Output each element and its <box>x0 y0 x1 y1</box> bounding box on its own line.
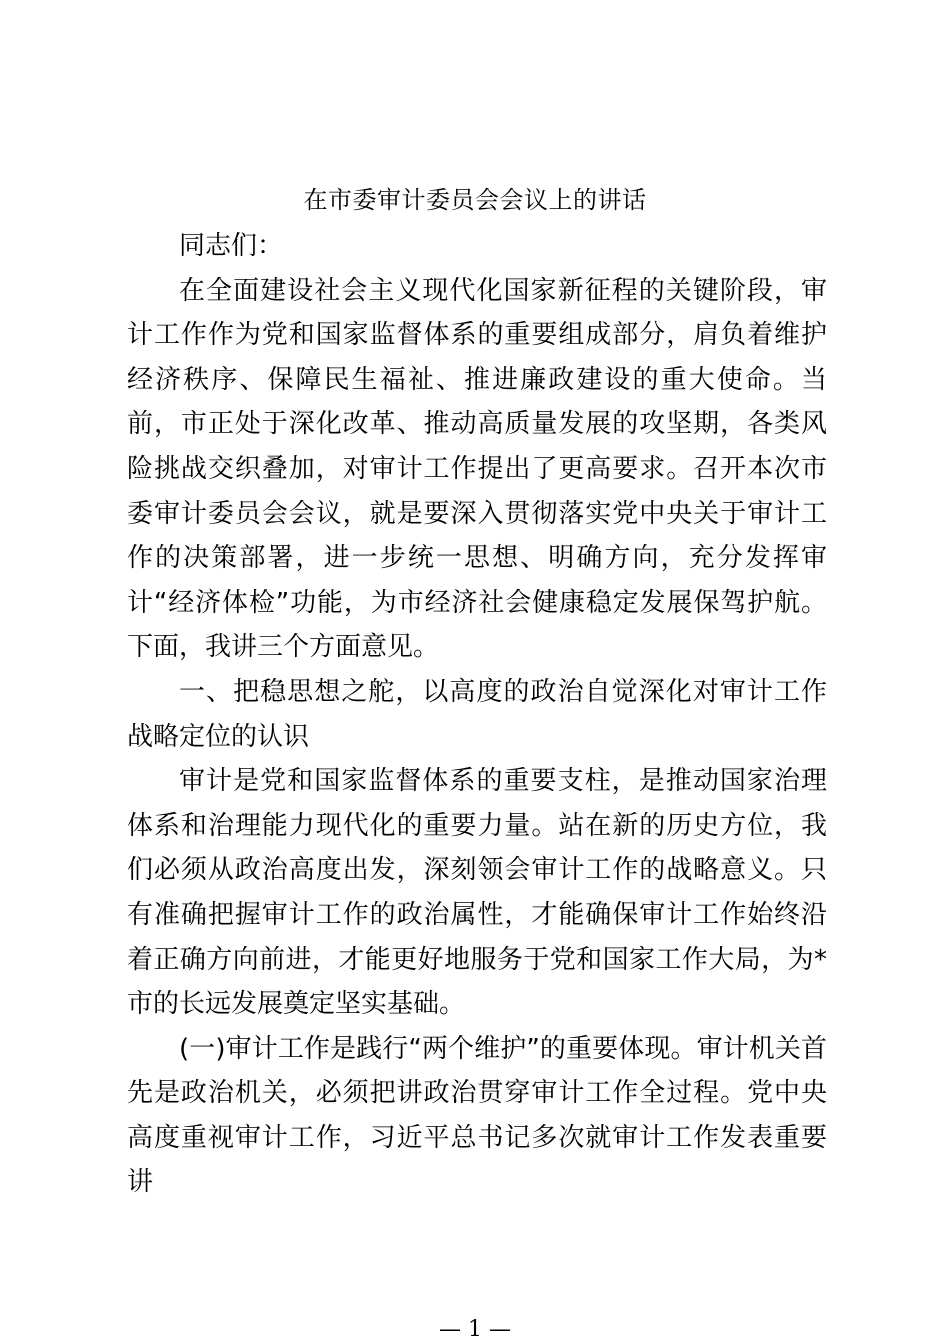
paragraph-intro: 在全面建设社会主义现代化国家新征程的关键阶段，审计工作作为党和国家监督体系的重要组成部分，肩负着维护经济秩序、保障民生福祉、推进廉政建设的重大使命。当前，市正处于深化改革、推动高质量发展的攻坚期，各类风险挑战交织叠加，对审计工作提出了更高要求。召开本次市委审计委员会会议，就是要深入贯彻落实党中央关于审计工作的决策部署，进一步统一思想、明确方向，充分发挥审计“经济体检”功能，为市经济社会健康稳定发展保驾护航。下面，我讲三个方面意见。 <box>127 275 827 663</box>
document-title: 在市委审计委员会会议上的讲话 <box>303 186 647 214</box>
paragraph-subsection-1: (一)审计工作是践行“两个维护”的重要体现。审计机关首先是政治机关，必须把讲政治贯穿审计工作全过程。党中央高度重视审计工作，习近平总书记多次就审计工作发表重要讲 <box>127 1033 827 1198</box>
page-number: — 1 — <box>439 1317 511 1342</box>
salutation: 同志们： <box>179 231 284 261</box>
section-heading-1: 一、把稳思想之舵，以高度的政治自觉深化对审计工作战略定位的认识 <box>127 676 827 752</box>
paragraph-section-1: 审计是党和国家监督体系的重要支柱，是推动国家治理体系和治理能力现代化的重要力量。站在新的历史方位，我们必须从政治高度出发，深刻领会审计工作的战略意义。只有准确把握审计工作的政治属性，才能确保审计工作始终沿着正确方向前进，才能更好地服务于党和国家工作大局，为*市的长远发展奠定坚实基础。 <box>127 766 827 1020</box>
document-body <box>127 224 827 1205</box>
